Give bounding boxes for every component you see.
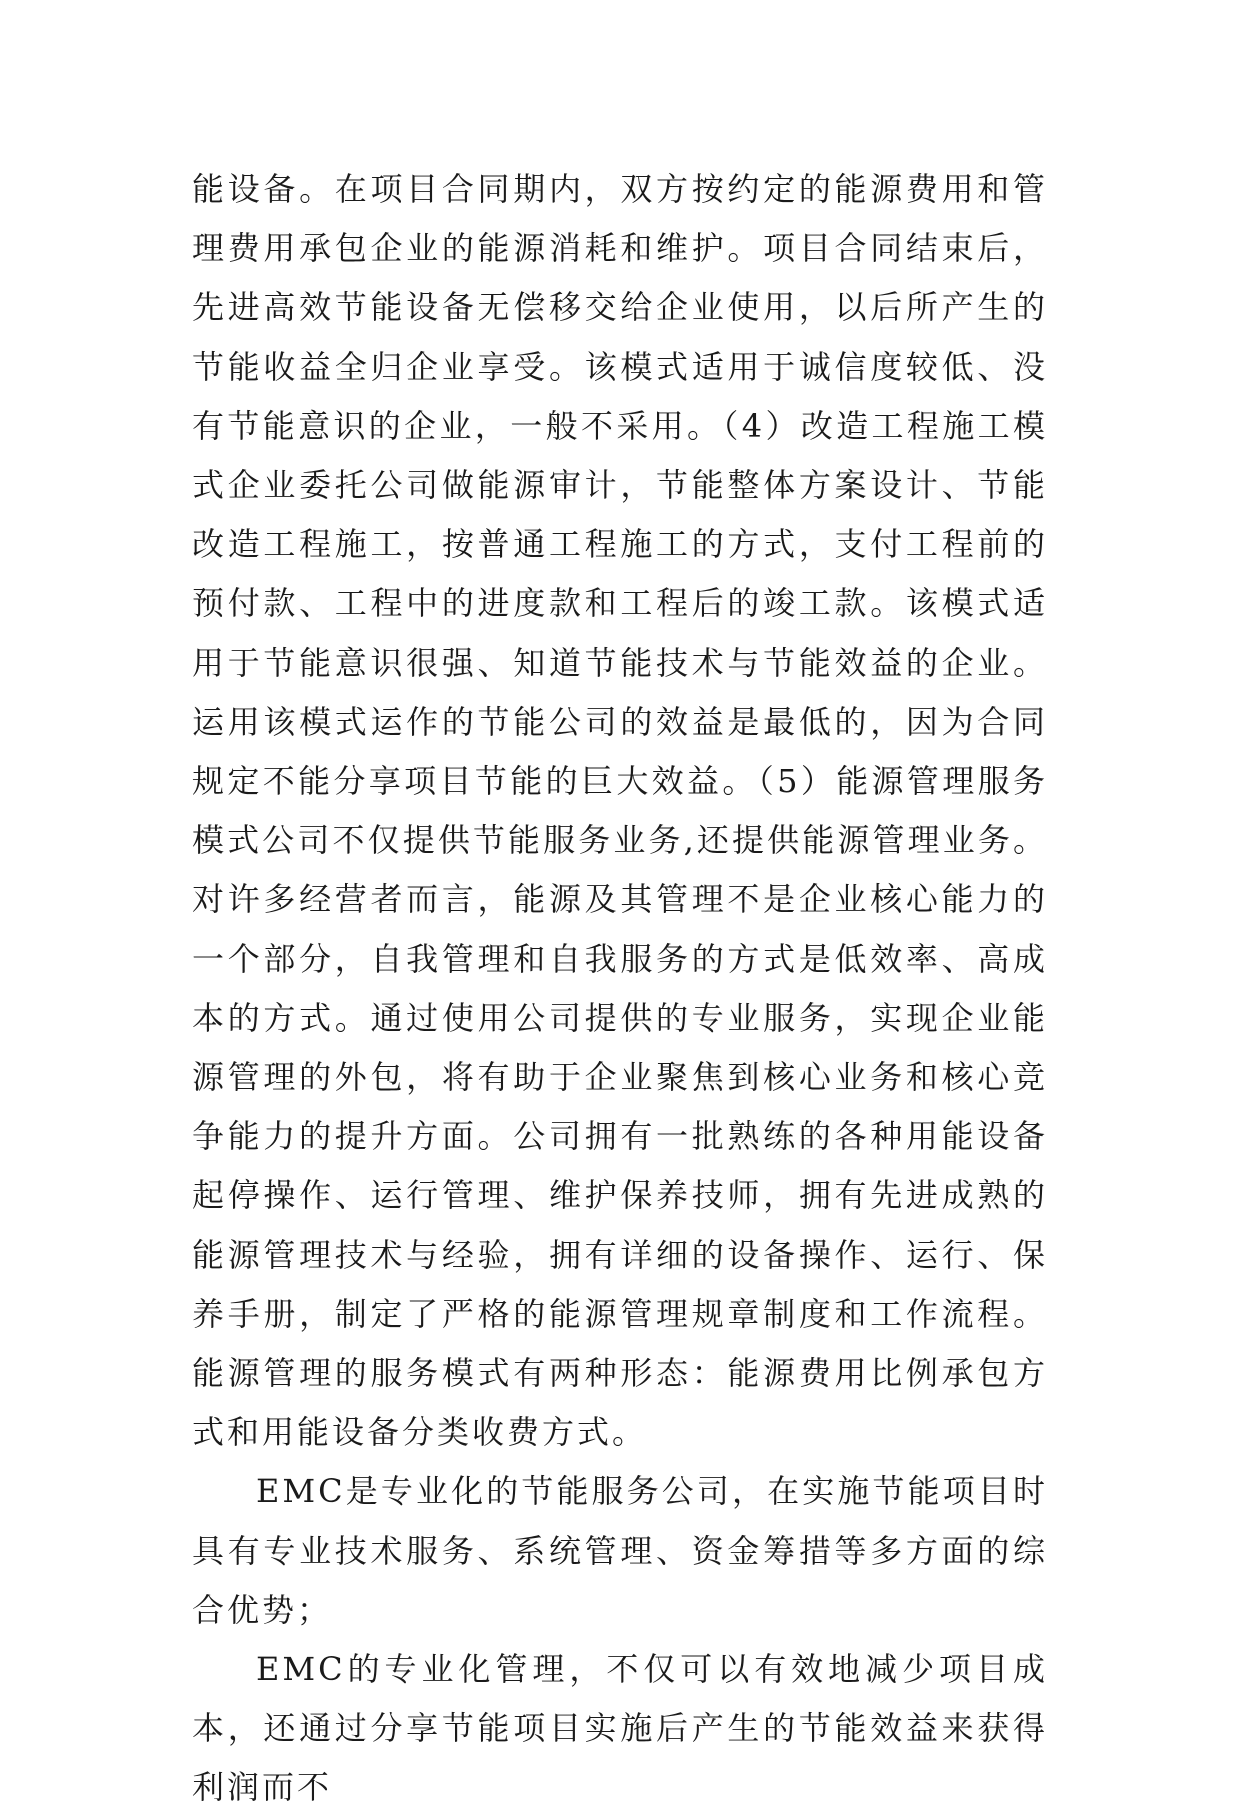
paragraph-emc-advantages: EMC是专业化的节能服务公司，在实施节能项目时具有专业技术服务、系统管理、资金筹措等多方面的综合优势； (192, 1472, 1048, 1629)
paragraph-emc-management: EMC的专业化管理，不仅可以有效地减少项目成本，还通过分享节能项目实施后产生的节能效益来获得利润而不 (192, 1650, 1048, 1807)
body-text (192, 160, 1048, 1818)
paragraph-continued: 能设备。在项目合同期内，双方按约定的能源费用和管理费用承包企业的能源消耗和维护。项目合同结束后，先进高效节能设备无偿移交给企业使用，以后所产生的节能收益全归企业享受。该模式适用于诚信度较低、没有节能意识的企业，一般不采用。（4）改造工程施工模式企业委托公司做能源审计，节能整体方案设计、节能改造工程施工，按普通工程施工的方式，支付工程前的预付款、工程中的进度款和工程后的竣工款。该模式适用于节能意识很强、知道节能技术与节能效益的企业。运用该模式运作的节能公司的效益是最低的，因为合同规定不能分享项目节能的巨大效益。（5）能源管理服务模式公司不仅提供节能服务业务,还提供能源管理业务。对许多经营者而言，能源及其管理不是企业核心能力的一个部分，自我管理和自我服务的方式是低效率、高成本的方式。通过使用公司提供的专业服务，实现企业能源管理的外包，将有助于企业聚焦到核心业务和核心竞争能力的提升方面。公司拥有一批熟练的各种用能设备起停操作、运行管理、维护保养技师，拥有先进成熟的能源管理技术与经验，拥有详细的设备操作、运行、保养手册，制定了严格的能源管理规章制度和工作流程。能源管理的服务模式有两种形态：能源费用比例承包方式和用能设备分类收费方式。 (192, 170, 1048, 1452)
